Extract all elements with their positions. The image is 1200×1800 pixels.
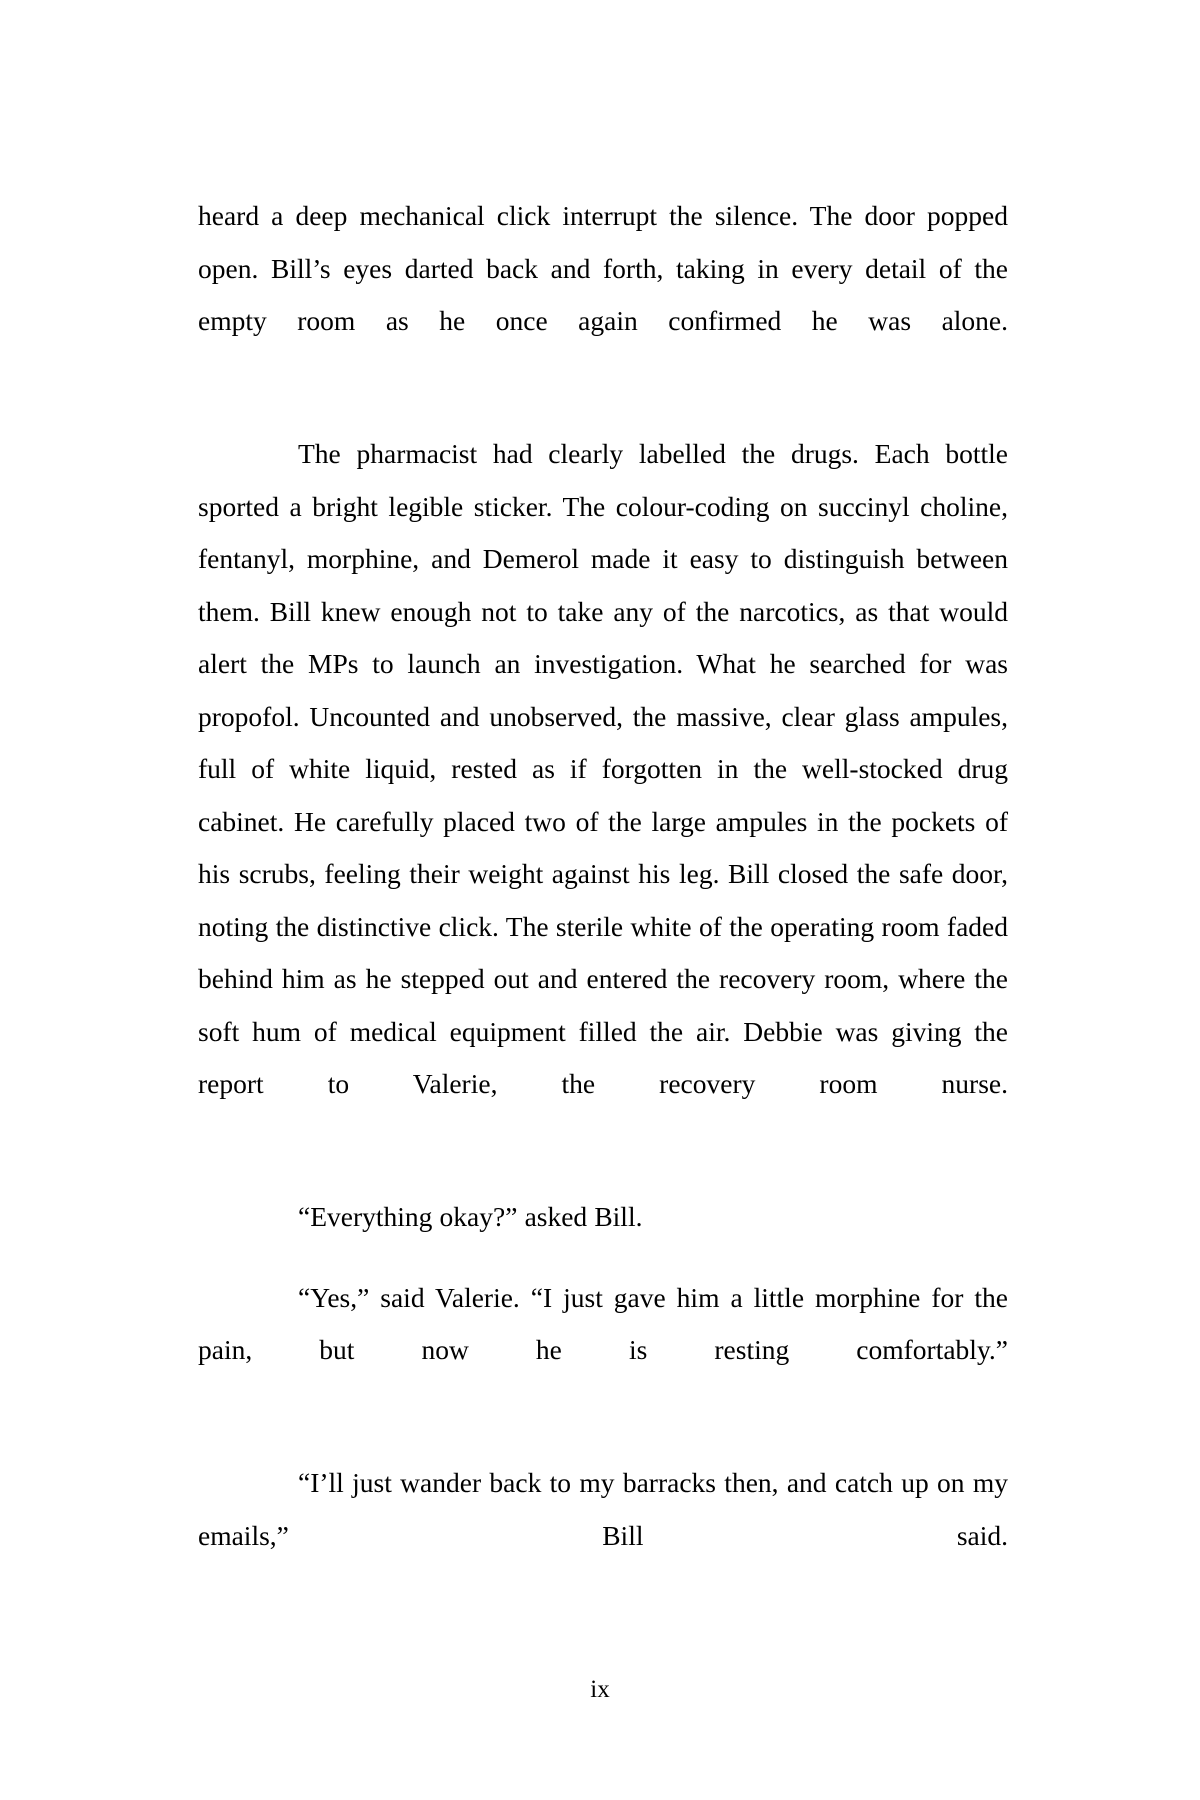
page-number-folio: ix (590, 1676, 610, 1703)
paragraph-2: The pharmacist had clearly labelled the drugs. Each bottle sported a bright legible sticker. The colour-coding on succinyl choline, fentanyl, morphine, and Demerol made it easy to distinguish between them. Bill knew enough not to take any of the narcotics, as that would alert the MPs to launch an investigation. What he searched for was propofol. Uncounted and unobserved, the massive, clear glass ampules, full of white liquid, rested as if forgotten in the well-stocked drug cabinet. He carefully placed two of the large ampules in the pockets of his scrubs, feeling their weight against his leg. Bill closed the safe door, noting the distinctive click. The sterile white of the operating room faded behind him as he stepped out and entered the recovery room, where the soft hum of medical equipment filled the air. Debbie was giving the report to Valerie, the recovery room nurse. (198, 438, 1008, 1099)
paragraph-4-dialogue-valerie: “Yes,” said Valerie. “I just gave him a little morphine for the pain, but now he is resting comfortably.” (198, 1281, 1008, 1365)
paragraph-1: heard a deep mechanical click interrupt the silence. The door popped open. Bill’s eyes darted back and forth, taking in every detail of the empty room as he once again confirmed he was alone. (198, 200, 1008, 336)
paragraph-5-dialogue-bill: “I’ll just wander back to my barracks then, and catch up on my emails,” Bill said. (198, 1467, 1008, 1551)
page-text-block (198, 190, 1008, 1615)
paragraph-3-dialogue-bill: “Everything okay?” asked Bill. (298, 1201, 643, 1232)
